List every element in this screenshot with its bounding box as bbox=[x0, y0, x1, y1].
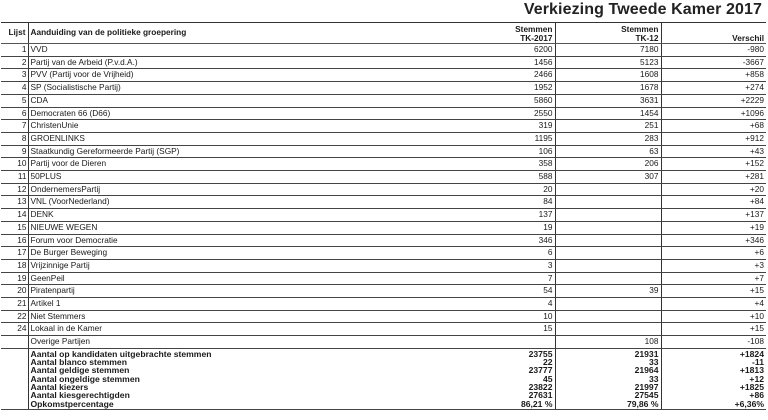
party-name: Niet Stemmers bbox=[28, 310, 449, 323]
table-row bbox=[1, 145, 766, 158]
votes-tk2017: 1456 bbox=[449, 56, 555, 69]
votes-difference: +20 bbox=[661, 183, 766, 196]
votes-tk12 bbox=[555, 247, 661, 260]
table-row bbox=[1, 221, 766, 234]
table-header-row bbox=[1, 23, 766, 44]
votes-difference: +152 bbox=[661, 158, 766, 171]
party-name: PVV (Partij voor de Vrijheid) bbox=[28, 69, 449, 82]
votes-tk2017: 4 bbox=[449, 298, 555, 311]
party-number: 1 bbox=[1, 44, 28, 57]
party-number: 12 bbox=[1, 183, 28, 196]
votes-tk2017: 6 bbox=[449, 247, 555, 260]
votes-tk2017: 54 bbox=[449, 285, 555, 298]
header-lijst: Lijst bbox=[1, 23, 28, 44]
party-number: 21 bbox=[1, 298, 28, 311]
summary-label: Aantal ongeldige stemmen bbox=[30, 373, 140, 384]
summary-tk2017 bbox=[449, 348, 555, 409]
votes-tk2017: 137 bbox=[449, 209, 555, 222]
table-row bbox=[1, 171, 766, 184]
page-title: Verkiezing Tweede Kamer 2017 bbox=[523, 1, 762, 18]
votes-difference: +43 bbox=[661, 145, 766, 158]
party-name: VNL (VoorNederland) bbox=[28, 196, 449, 209]
votes-tk2017: 3 bbox=[449, 259, 555, 272]
party-number: 6 bbox=[1, 107, 28, 120]
summary-label: Aantal geldige stemmen bbox=[30, 365, 130, 376]
party-number: 14 bbox=[1, 209, 28, 222]
table-row bbox=[1, 120, 766, 133]
party-name: Piratenpartij bbox=[28, 285, 449, 298]
summary-value: +86 bbox=[749, 390, 764, 401]
party-name: VVD bbox=[28, 44, 449, 57]
overige-tk12: 108 bbox=[555, 336, 661, 349]
party-number: 9 bbox=[1, 145, 28, 158]
party-number: 2 bbox=[1, 56, 28, 69]
header-tk2017-line2: TK-2017 bbox=[520, 32, 553, 43]
table-row bbox=[1, 209, 766, 222]
summary-label: Opkomstpercentage bbox=[30, 398, 114, 409]
party-name: Partij voor de Dieren bbox=[28, 158, 449, 171]
votes-difference: +912 bbox=[661, 132, 766, 145]
table-row bbox=[1, 44, 766, 57]
party-name: DENK bbox=[28, 209, 449, 222]
summary-value: 79,86 % bbox=[626, 398, 659, 409]
votes-tk2017: 7 bbox=[449, 272, 555, 285]
summary-value: 22 bbox=[542, 357, 553, 368]
votes-tk12: 307 bbox=[555, 171, 661, 184]
votes-tk2017: 19 bbox=[449, 221, 555, 234]
votes-tk12 bbox=[555, 209, 661, 222]
party-name: Forum voor Democratie bbox=[28, 234, 449, 247]
votes-tk12 bbox=[555, 298, 661, 311]
summary-value: 23822 bbox=[528, 382, 553, 393]
table-row bbox=[1, 234, 766, 247]
summary-value: -11 bbox=[752, 357, 764, 368]
party-number: 18 bbox=[1, 259, 28, 272]
votes-difference: +2229 bbox=[661, 94, 766, 107]
votes-tk2017: 588 bbox=[449, 171, 555, 184]
header-tk2017-line1: Stemmen bbox=[515, 24, 553, 34]
votes-tk2017: 346 bbox=[449, 234, 555, 247]
summary-value: 23777 bbox=[528, 365, 553, 376]
table-row bbox=[1, 196, 766, 209]
summary-label: Aantal op kandidaten uitgebrachte stemmen bbox=[30, 348, 212, 359]
votes-tk2017: 5860 bbox=[449, 94, 555, 107]
summary-value: +6,36% bbox=[734, 398, 764, 409]
party-name: CDA bbox=[28, 94, 449, 107]
votes-tk2017: 358 bbox=[449, 158, 555, 171]
party-number: 7 bbox=[1, 120, 28, 133]
table-row bbox=[1, 158, 766, 171]
votes-tk12: 251 bbox=[555, 120, 661, 133]
votes-tk2017: 1195 bbox=[449, 132, 555, 145]
votes-difference: +346 bbox=[661, 234, 766, 247]
party-name: De Burger Beweging bbox=[28, 247, 449, 260]
votes-tk2017: 6200 bbox=[449, 44, 555, 57]
votes-tk12: 1454 bbox=[555, 107, 661, 120]
votes-difference: +10 bbox=[661, 310, 766, 323]
votes-tk12: 39 bbox=[555, 285, 661, 298]
header-tk2017 bbox=[449, 23, 555, 44]
table-row bbox=[1, 298, 766, 311]
party-number: 19 bbox=[1, 272, 28, 285]
votes-tk12: 5123 bbox=[555, 56, 661, 69]
table-row bbox=[1, 183, 766, 196]
party-number: 20 bbox=[1, 285, 28, 298]
votes-difference: +1096 bbox=[661, 107, 766, 120]
votes-difference: +3 bbox=[661, 259, 766, 272]
table-row bbox=[1, 259, 766, 272]
summary-value: 33 bbox=[648, 357, 659, 368]
summary-label: Aantal blanco stemmen bbox=[30, 357, 127, 368]
overige-verschil: -108 bbox=[661, 336, 766, 349]
votes-tk12 bbox=[555, 196, 661, 209]
party-name: 50PLUS bbox=[28, 171, 449, 184]
votes-tk12 bbox=[555, 259, 661, 272]
votes-tk12: 3631 bbox=[555, 94, 661, 107]
summary-value: +12 bbox=[749, 373, 764, 384]
votes-difference: +137 bbox=[661, 209, 766, 222]
votes-tk2017: 84 bbox=[449, 196, 555, 209]
party-name: Vrijzinnige Partij bbox=[28, 259, 449, 272]
votes-tk2017: 2550 bbox=[449, 107, 555, 120]
party-number: 3 bbox=[1, 69, 28, 82]
table-row bbox=[1, 82, 766, 95]
party-name: NIEUWE WEGEN bbox=[28, 221, 449, 234]
votes-difference: +19 bbox=[661, 221, 766, 234]
summary-tk12 bbox=[555, 348, 661, 409]
votes-tk12: 63 bbox=[555, 145, 661, 158]
party-number: 5 bbox=[1, 94, 28, 107]
party-name: Democraten 66 (D66) bbox=[28, 107, 449, 120]
table-row bbox=[1, 285, 766, 298]
summary-value: 86,21 % bbox=[520, 398, 553, 409]
party-number: 17 bbox=[1, 247, 28, 260]
party-number: 16 bbox=[1, 234, 28, 247]
votes-tk2017: 106 bbox=[449, 145, 555, 158]
votes-tk12: 1678 bbox=[555, 82, 661, 95]
votes-tk2017: 10 bbox=[449, 310, 555, 323]
table-row bbox=[1, 69, 766, 82]
votes-difference: +858 bbox=[661, 69, 766, 82]
votes-tk12 bbox=[555, 234, 661, 247]
party-number: 11 bbox=[1, 171, 28, 184]
votes-tk12: 206 bbox=[555, 158, 661, 171]
votes-tk12: 283 bbox=[555, 132, 661, 145]
header-tk12-line2: TK-12 bbox=[635, 32, 659, 43]
votes-difference: +84 bbox=[661, 196, 766, 209]
header-tk12 bbox=[555, 23, 661, 44]
votes-tk2017: 20 bbox=[449, 183, 555, 196]
party-number: 24 bbox=[1, 323, 28, 336]
party-name: Staatkundig Gereformeerde Partij (SGP) bbox=[28, 145, 449, 158]
votes-tk2017: 319 bbox=[449, 120, 555, 133]
summary-value: 45 bbox=[542, 373, 553, 384]
votes-difference: +274 bbox=[661, 82, 766, 95]
party-name: Partij van de Arbeid (P.v.d.A.) bbox=[28, 56, 449, 69]
table-summary-block bbox=[1, 348, 766, 409]
table-row bbox=[1, 94, 766, 107]
votes-tk12: 7180 bbox=[555, 44, 661, 57]
votes-tk12 bbox=[555, 272, 661, 285]
votes-difference: +281 bbox=[661, 171, 766, 184]
summary-value: +1824 bbox=[739, 348, 764, 359]
party-name: Artikel 1 bbox=[28, 298, 449, 311]
party-name: Lokaal in de Kamer bbox=[28, 323, 449, 336]
summary-value: 27545 bbox=[634, 390, 659, 401]
summary-label: Aantal kiezers bbox=[30, 382, 89, 393]
votes-tk2017: 15 bbox=[449, 323, 555, 336]
party-number: 4 bbox=[1, 82, 28, 95]
votes-tk12 bbox=[555, 221, 661, 234]
party-number: 13 bbox=[1, 196, 28, 209]
summary-value: 27631 bbox=[528, 390, 553, 401]
summary-value: +1813 bbox=[739, 365, 764, 376]
summary-value: +1825 bbox=[739, 382, 764, 393]
table-row-overige bbox=[1, 336, 766, 349]
overige-name: Overige Partijen bbox=[28, 336, 449, 349]
votes-difference: +68 bbox=[661, 120, 766, 133]
election-results-table bbox=[1, 22, 766, 410]
party-name: GeenPeil bbox=[28, 272, 449, 285]
summary-labels bbox=[28, 348, 449, 409]
votes-tk12 bbox=[555, 183, 661, 196]
table-row bbox=[1, 272, 766, 285]
votes-difference: +15 bbox=[661, 285, 766, 298]
party-name: ChristenUnie bbox=[28, 120, 449, 133]
header-verschil: Verschil bbox=[661, 23, 766, 44]
summary-nr bbox=[1, 348, 28, 409]
summary-value: 23755 bbox=[528, 348, 553, 359]
votes-tk12 bbox=[555, 323, 661, 336]
votes-tk2017: 2466 bbox=[449, 69, 555, 82]
summary-value: 33 bbox=[648, 373, 659, 384]
table-row bbox=[1, 56, 766, 69]
summary-value: 21997 bbox=[634, 382, 659, 393]
votes-tk2017: 1952 bbox=[449, 82, 555, 95]
party-number: 15 bbox=[1, 221, 28, 234]
party-name: GROENLINKS bbox=[28, 132, 449, 145]
party-name: OndernemersPartij bbox=[28, 183, 449, 196]
votes-difference: -3667 bbox=[661, 56, 766, 69]
votes-difference: +15 bbox=[661, 323, 766, 336]
party-number: 8 bbox=[1, 132, 28, 145]
summary-value: 21964 bbox=[634, 365, 659, 376]
table-row bbox=[1, 132, 766, 145]
party-number: 22 bbox=[1, 310, 28, 323]
summary-value: 21931 bbox=[634, 348, 659, 359]
table-row bbox=[1, 247, 766, 260]
table-row bbox=[1, 107, 766, 120]
votes-difference: +4 bbox=[661, 298, 766, 311]
summary-label: Aantal kiesgerechtigden bbox=[30, 390, 130, 401]
votes-tk12 bbox=[555, 310, 661, 323]
votes-difference: -980 bbox=[661, 44, 766, 57]
overige-nr bbox=[1, 336, 28, 349]
table-row bbox=[1, 323, 766, 336]
header-party-name: Aanduiding van de politieke groepering bbox=[28, 23, 449, 44]
summary-verschil bbox=[661, 348, 766, 409]
table-row bbox=[1, 310, 766, 323]
overige-tk2017 bbox=[449, 336, 555, 349]
votes-difference: +6 bbox=[661, 247, 766, 260]
votes-tk12: 1608 bbox=[555, 69, 661, 82]
votes-difference: +7 bbox=[661, 272, 766, 285]
party-name: SP (Socialistische Partij) bbox=[28, 82, 449, 95]
header-tk12-line1: Stemmen bbox=[621, 24, 659, 34]
party-number: 10 bbox=[1, 158, 28, 171]
